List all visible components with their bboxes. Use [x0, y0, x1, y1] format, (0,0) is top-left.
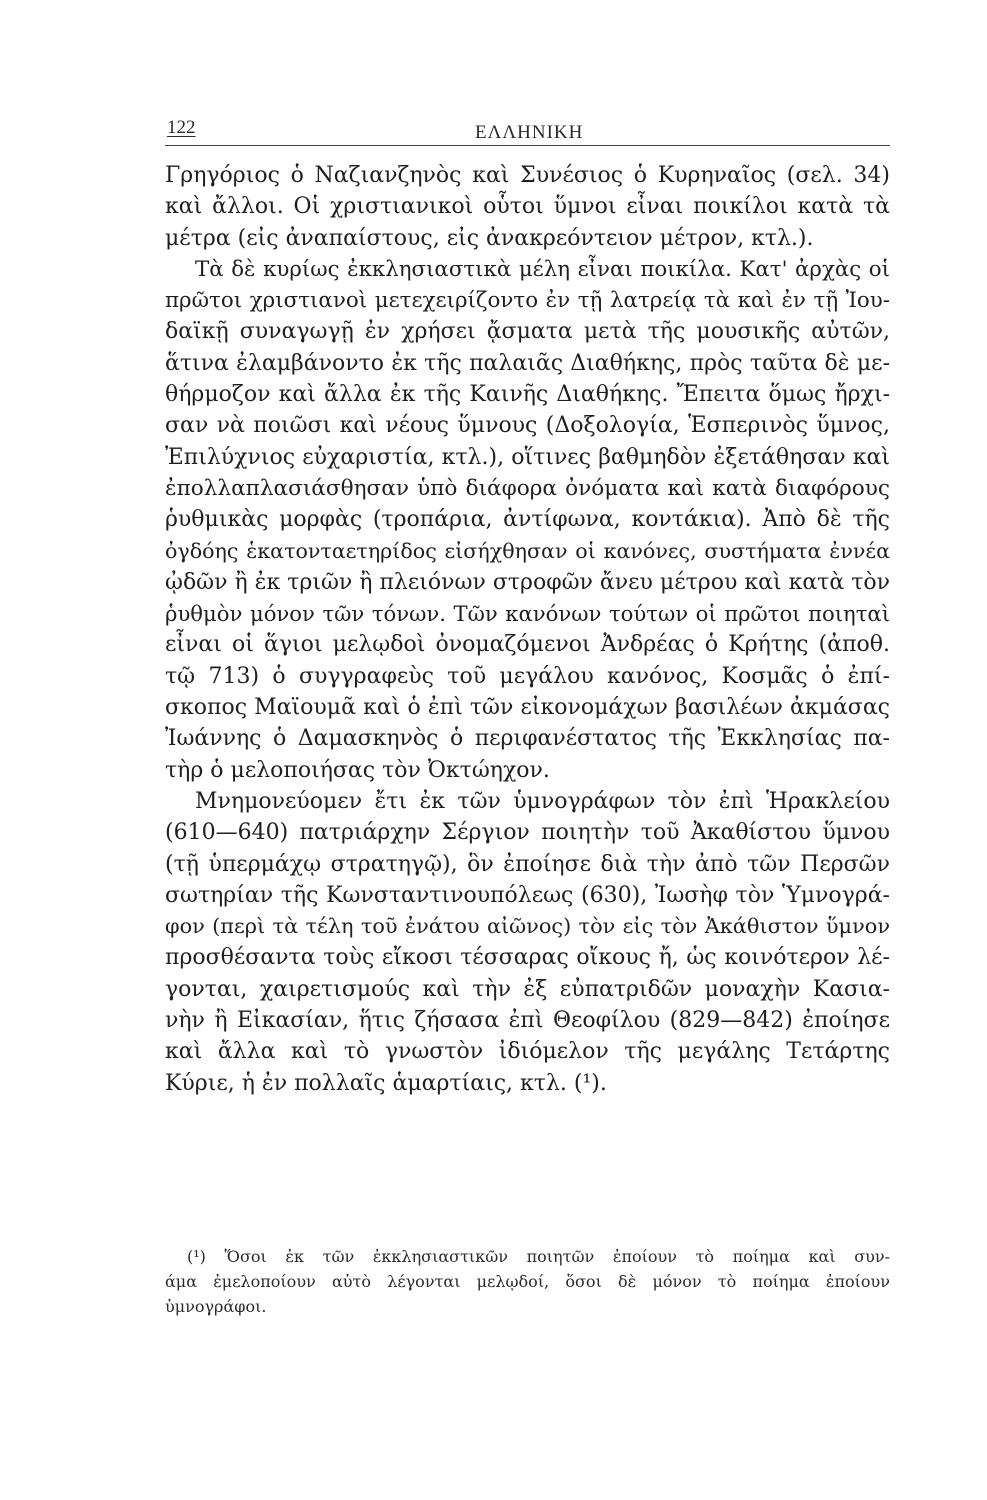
- running-head: [165, 105, 890, 146]
- text-line: Γρηγόριος ὁ Ναζιανζηνὸς καὶ Συνέσιος ὁ Κυρηναῖος (σελ. 34): [165, 163, 890, 188]
- page-number: 122: [167, 117, 196, 138]
- text-line: Μνημονεύομεν ἔτι ἐκ τῶν ὑμνογράφων τὸν ἐπὶ Ἡρακλείου: [195, 788, 890, 814]
- text-line: ᾠδῶν ἢ ἐκ τριῶν ἢ πλειόνων στροφῶν ἄνευ μέτρου καὶ κατὰ τὸν: [165, 569, 890, 595]
- footnote-line: ὑμνογράφοι.: [165, 1297, 267, 1316]
- text-line: σαν νὰ ποιῶσι καὶ νέους ὕμνους (Δοξολογία, Ἑσπερινὸς ὕμνος,: [165, 413, 890, 439]
- text-line: ἐπολλαπλασιάσθησαν ὑπὸ διάφορα ὀνόματα καὶ κατὰ διαφόρους: [165, 475, 890, 501]
- footnotes: [165, 1244, 890, 1319]
- text-line: Ἐπιλύχνιος εὐχαριστία, κτλ.), οἵτινες βαθμηδὸν ἐξετάθησαν καὶ: [165, 444, 890, 470]
- text-line: μέτρα (εἰς ἀναπαίστους, εἰς ἀνακρεόντειον μέτρον, κτλ.).: [165, 225, 814, 251]
- text-line: ὀγδόης ἑκατονταετηρίδος εἰσήχθησαν οἱ κανόνες, συστήματα ἐννέα: [165, 538, 890, 563]
- footnote-line: (¹) Ὅσοι ἐκ τῶν ἐκκλησιαστικῶν ποιητῶν ἐποίουν τὸ ποίημα καὶ συν-: [187, 1247, 890, 1266]
- text-line: (τῇ ὑπερμάχῳ στρατηγῷ), ὃν ἐποίησε διὰ τὴν ἀπὸ τῶν Περσῶν: [165, 851, 890, 877]
- text-line: εἶναι οἱ ἅγιοι μελῳδοὶ ὀνομαζόμενοι Ἀνδρέας ὁ Κρήτης (ἀποθ.: [165, 632, 890, 658]
- text-line: φον (περὶ τὰ τέλη τοῦ ἐνάτου αἰῶνος) τὸν εἰς τὸν Ἀκάθιστον ὕμνον: [165, 914, 890, 939]
- running-title: ΕΛΛΗΝΙΚΗ: [475, 122, 584, 143]
- text-line: σωτηρίαν τῆς Κωνσταντινουπόλεως (630), Ἰωσὴφ τὸν Ὑμνογρά-: [165, 882, 890, 908]
- text-line: Τὰ δὲ κυρίως ἐκκλησιαστικὰ μέλη εἶναι ποικίλα. Κατ' ἀρχὰς οἱ: [195, 256, 890, 282]
- text-line: θήρμοζον καὶ ἄλλα ἐκ τῆς Καινῆς Διαθήκης. Ἔπειτα ὅμως ἤρχι-: [165, 382, 890, 408]
- text-line: Ἰωάννης ὁ Δαμασκηνὸς ὁ περιφανέστατος τῆς Ἐκκλησίας πα-: [165, 726, 890, 752]
- text-line: ῥυθμικὰς μορφὰς (τροπάρια, ἀντίφωνα, κοντάκια). Ἀπὸ δὲ τῆς: [165, 507, 890, 533]
- text-line: νὴν ἢ Εἰκασίαν, ἥτις ζήσασα ἐπὶ Θεοφίλου (829—842) ἐποίησε: [165, 1008, 890, 1034]
- text-line: σκοπος Μαϊουμᾶ καὶ ὁ ἐπὶ τῶν εἰκονομάχων βασιλέων ἀκμάσας: [165, 695, 890, 721]
- footnote-line: άμα ἐμελοποίουν αὐτὸ λέγονται μελῳδοί, ὅσοι δὲ μόνον τὸ ποίημα ἐποίουν: [165, 1272, 890, 1291]
- text-line: δαϊκῇ συναγωγῇ ἐν χρήσει ᾄσματα μετὰ τῆς μουσικῆς αὐτῶν,: [165, 319, 890, 345]
- text-line: καὶ ἄλλοι. Οἱ χριστιανικοὶ οὗτοι ὕμνοι εἶναι ποικίλοι κατὰ τὰ: [165, 194, 890, 220]
- body-text: [165, 160, 890, 1099]
- text-line: πρῶτοι χριστιανοὶ μετεχειρίζοντο ἐν τῇ λατρείᾳ τὰ καὶ ἐν τῇ Ἰου-: [165, 288, 890, 314]
- text-line: καὶ ἄλλα καὶ τὸ γνωστὸν ἰδιόμελον τῆς μεγάλης Τετάρτης: [165, 1039, 890, 1065]
- text-line: γονται, χαιρετισμούς καὶ τὴν ἐξ εὐπατριδῶν μοναχὴν Κασια-: [165, 976, 890, 1002]
- text-line: τὴρ ὁ μελοποιήσας τὸν Ὀκτώηχον.: [165, 757, 550, 783]
- text-line: ῥυθμὸν μόνον τῶν τόνων. Τῶν κανόνων τούτων οἱ πρῶτοι ποιηταὶ: [165, 601, 890, 627]
- text-line: ἅτινα ἐλαμβάνοντο ἐκ τῆς παλαιᾶς Διαθήκης, πρὸς ταῦτα δὲ με-: [165, 350, 890, 376]
- text-line: τῷ 713) ὁ συγγραφεὺς τοῦ μεγάλου κανόνος, Κοσμᾶς ὁ ἐπί-: [165, 663, 890, 689]
- text-line: Κύριε, ἡ ἐν πολλαῖς ἁμαρτίαις, κτλ. (¹).: [165, 1070, 607, 1096]
- text-line: (610—640) πατριάρχην Σέργιον ποιητὴν τοῦ Ἀκαθίστου ὕμνου: [165, 820, 890, 846]
- text-line: προσθέσαντα τοὺς εἴκοσι τέσσαρας οἴκους ἤ, ὡς κοινότερον λέ-: [165, 945, 890, 971]
